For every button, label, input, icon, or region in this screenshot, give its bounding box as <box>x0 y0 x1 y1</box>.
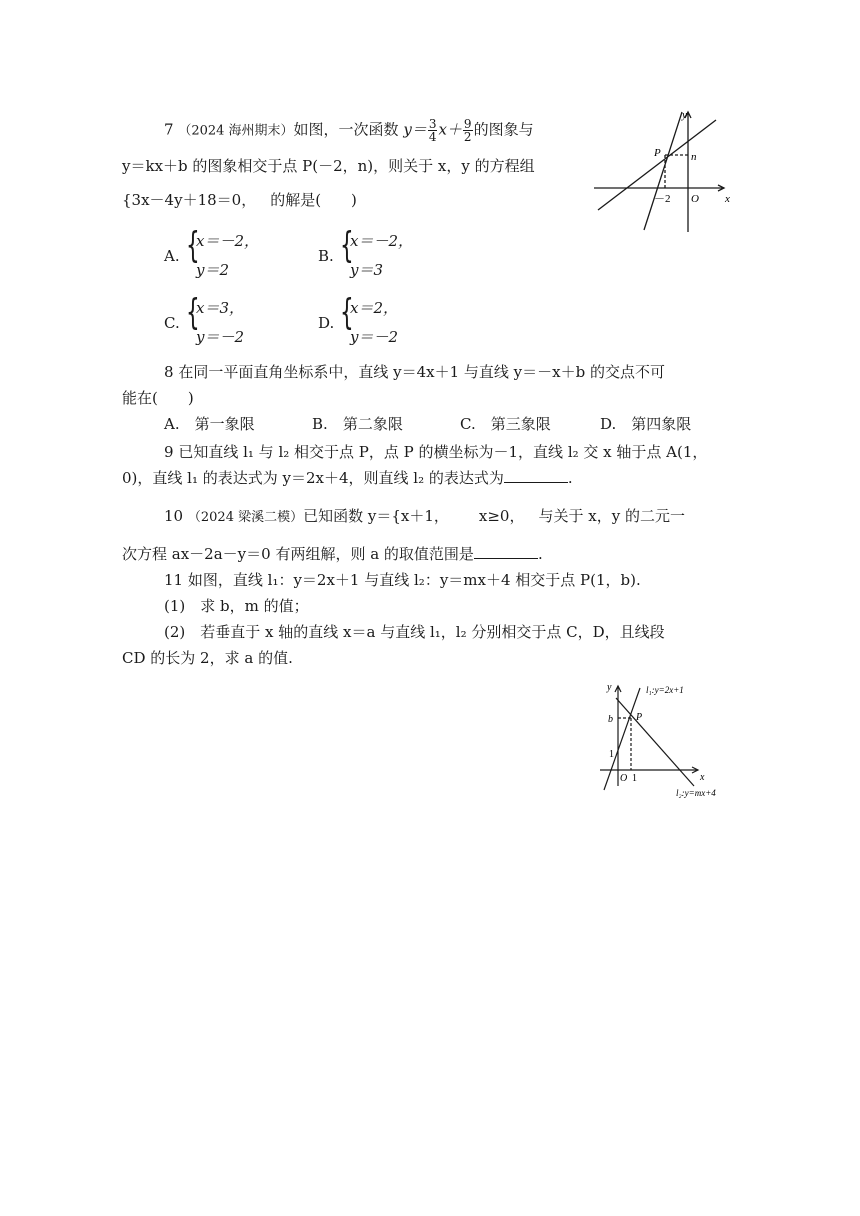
q7-option-b-letter: B. <box>318 247 334 265</box>
q7-fn: y＝ <box>403 120 427 139</box>
q7-option-b-brace: { <box>340 225 354 266</box>
q7-option-c-row2: y＝－2 <box>196 328 245 346</box>
q7-option-c-brace: { <box>186 292 200 333</box>
q9-line2: 0)，直线 l₁ 的表达式为 y＝2x＋4，则直线 l₂ 的表达式为 . <box>122 469 573 487</box>
q11-number: 11 <box>164 571 184 589</box>
q8-line2: 能在( ) <box>122 389 194 407</box>
q7-fig-y: y <box>682 109 687 121</box>
q10-text-2: 次方程 ax－2a－y＝0 有两组解，则 a 的取值范围是 <box>122 545 474 563</box>
q9-answer-blank[interactable] <box>504 468 568 483</box>
q7-option-b-row1: x＝－2， <box>350 232 414 250</box>
q7-fig-n: n <box>691 151 697 163</box>
q11-line1 <box>164 570 641 590</box>
q8-option-a: A. 第一象限 <box>164 415 255 433</box>
q11-line-l2 <box>616 698 694 786</box>
q11-part1: (1) 求 b，m 的值； <box>164 597 309 615</box>
q9-number: 9 <box>164 443 174 461</box>
q11-figure <box>594 676 740 802</box>
q11-fig-one-y: 1 <box>609 749 614 760</box>
q7-mid: x＋ <box>438 120 462 139</box>
q7-fig-p: P <box>654 147 661 159</box>
q10-condition: x≥0， <box>478 507 525 525</box>
q7-line1 <box>164 118 534 143</box>
q11-fig-y: y <box>607 682 612 693</box>
q9-text-2: 0)，直线 l₁ 的表达式为 y＝2x＋4，则直线 l₂ 的表达式为 <box>122 469 504 487</box>
q7-ask: 的解是( ) <box>270 191 357 209</box>
q7-fig-o: O <box>691 193 699 205</box>
q7-number: 7 <box>164 120 174 139</box>
q11-fig-l1: l₁:y=2x+1 <box>646 685 684 695</box>
q8-line1 <box>164 362 665 382</box>
q7-option-a-row2: y＝2 <box>196 261 230 279</box>
q10-answer-blank[interactable] <box>474 544 538 559</box>
q10-text-a: 已知函数 y＝ <box>303 507 392 525</box>
q8-option-c: C. 第三象限 <box>460 415 551 433</box>
q11-fig-b: b <box>608 714 613 725</box>
q7-option-d-row2: y＝－2 <box>350 328 399 346</box>
q8-option-b: B. 第二象限 <box>312 415 403 433</box>
q7-option-a-brace: { <box>186 225 200 266</box>
q10-line1 <box>164 506 685 528</box>
q8-number: 8 <box>164 363 174 381</box>
q11-fig-x: x <box>700 772 705 783</box>
q7-option-d-brace: { <box>340 292 354 333</box>
q7-fig-x: x <box>725 193 730 205</box>
q7-option-a-letter: A. <box>164 247 180 265</box>
q7-figure <box>588 104 738 236</box>
q8-text: 在同一平面直角坐标系中，直线 y＝4x＋1 与直线 y＝－x＋b 的交点不可 <box>178 363 665 381</box>
q7-option-a-row1: x＝－2， <box>196 232 260 250</box>
q10-source: （2024 梁溪二模） <box>187 510 304 525</box>
q7-option-c-letter: C. <box>164 314 180 332</box>
q11-fig-p: P <box>636 712 643 723</box>
q7-option-d-letter: D. <box>318 314 335 332</box>
q7-line3 <box>122 190 357 210</box>
q7-option-b-row2: y＝3 <box>350 261 384 279</box>
q11-part2-line2: CD 的长为 2，求 a 的值. <box>122 649 293 667</box>
q7-option-d-row1: x＝2， <box>350 299 399 317</box>
q7-frac-3-4: $\frac{3}{4}$ <box>428 117 437 144</box>
q7-frac-9-2: $\frac{9}{2}$ <box>463 117 472 144</box>
q11-fig-l2: l₂:y=mx+4 <box>676 788 716 798</box>
q10-system: {x＋1， <box>391 507 449 525</box>
q8-option-d: D. 第四象限 <box>600 415 692 433</box>
q11-fig-o: O <box>620 773 628 784</box>
q10-number: 10 <box>164 507 184 525</box>
q7-system: {3x－4y＋18＝0， <box>122 191 257 209</box>
q10-line2: 次方程 ax－2a－y＝0 有两组解，则 a 的取值范围是 . <box>122 545 543 563</box>
q7-text-a: 如图，一次函数 <box>293 120 404 139</box>
q7-line2: y＝kx＋b 的图象相交于点 P(－2，n)，则关于 x，y 的方程组 <box>122 157 535 175</box>
q7-fig-neg2: －2 <box>654 193 671 205</box>
q7-option-c-row1: x＝3， <box>196 299 245 317</box>
q8-options <box>164 414 691 434</box>
q11-text: 如图，直线 l₁：y＝2x＋1 与直线 l₂：y＝mx＋4 相交于点 P(1，b). <box>187 571 641 589</box>
q11-part2: (2) 若垂直于 x 轴的直线 x＝a 与直线 l₁，l₂ 分别相交于点 C，D，且线段 <box>164 623 665 641</box>
q7-text-b: 的图象与 <box>473 120 534 139</box>
q9-line1 <box>164 442 707 462</box>
q11-fig-one-x: 1 <box>632 773 637 784</box>
q7-source: （2024 海州期末） <box>178 123 294 139</box>
q9-text: 已知直线 l₁ 与 l₂ 相交于点 P，点 P 的横坐标为－1，直线 l₂ 交 x 轴于点 A(1， <box>178 443 708 461</box>
q10-text-b: 与关于 x，y 的二元一 <box>538 507 685 525</box>
